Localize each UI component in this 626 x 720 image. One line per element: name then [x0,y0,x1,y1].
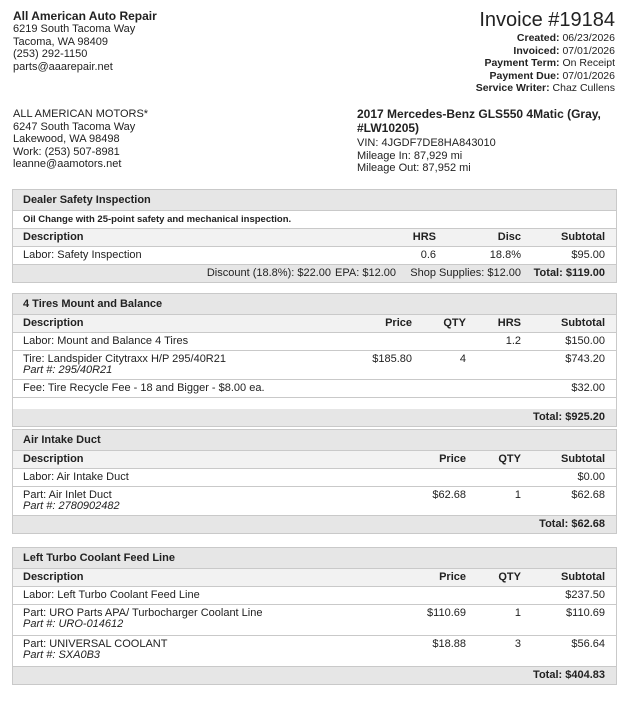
table-row [13,605,616,636]
table-header [13,569,616,587]
row-subtotal: $95.00 [571,249,605,261]
customer-info [13,108,148,171]
row-description [23,605,262,630]
section-tires-mount-balance [12,293,617,427]
part-number: Part #: URO-014612 [23,618,124,630]
col-subtotal: Subtotal [561,571,605,583]
table-row [13,247,616,265]
customer-work-phone: Work: (253) 507-8981 [13,145,120,158]
table-row [13,487,616,516]
row-subtotal: $237.50 [565,589,605,601]
meta-value: 07/01/2026 [562,69,615,82]
section-total: Total: $62.68 [539,518,605,530]
row-qty: 3 [514,638,521,650]
invoice-meta-payment-term [476,57,615,70]
vehicle-mileage-in: Mileage In: 87,929 mi [357,149,463,162]
shop-email[interactable]: parts@aaarepair.net [13,60,113,73]
section-summary [13,265,616,282]
table-row [13,351,616,380]
summary-shop-supplies: Shop Supplies: $12.00 [410,267,521,279]
section-note: Oil Change with 25-point safety and mechanical inspection. [13,211,616,229]
table-row [13,333,616,351]
shop-phone: (253) 292-1150 [13,48,88,60]
row-price: $18.88 [432,638,466,650]
row-qty: 4 [459,353,466,365]
section-air-intake-duct [12,429,617,534]
table-row [13,469,616,487]
shop-info [13,9,157,73]
part-number: Part #: SXA0B3 [23,649,101,661]
invoice-meta-invoiced [476,45,615,58]
invoice-meta-payment-due [476,70,615,83]
col-qty: QTY [498,571,521,583]
vehicle-title-line1: 2017 Mercedes-Benz GLS550 4Matic (Gray, [357,107,601,121]
row-description [23,487,120,512]
invoice-meta-service-writer [476,82,615,95]
meta-value: 06/23/2026 [562,32,615,44]
section-title: Dealer Safety Inspection [13,190,616,211]
col-subtotal: Subtotal [561,453,605,465]
col-hrs: HRS [497,317,521,329]
meta-label: Created: [516,32,560,44]
row-subtotal: $0.00 [577,471,605,483]
col-price: Price [439,571,466,583]
col-price: Price [385,317,412,329]
summary-epa: EPA: $12.00 [335,267,396,279]
vehicle-info [357,107,601,175]
col-description: Description [23,453,84,465]
section-summary [13,409,616,426]
row-qty: 1 [514,489,521,501]
meta-value: Chaz Cullens [552,82,615,94]
table-row [13,587,616,605]
row-hrs: 1.2 [505,335,521,347]
row-subtotal: $110.69 [566,607,605,619]
shop-address-line2: Tacoma, WA 98409 [13,35,108,48]
meta-value: On Receipt [562,57,615,69]
row-price: $185.80 [372,353,412,365]
col-qty: QTY [498,453,521,465]
section-title: 4 Tires Mount and Balance [13,294,616,315]
row-description: Labor: Mount and Balance 4 Tires [23,335,189,347]
col-description: Description [23,231,84,243]
vehicle-title-line2: #LW10205) [357,121,420,135]
section-title: Left Turbo Coolant Feed Line [13,548,616,569]
row-price: $62.68 [432,489,466,501]
invoice-meta-created [476,32,615,45]
col-description: Description [23,571,84,583]
row-spacer [13,398,616,409]
col-subtotal: Subtotal [561,231,605,243]
meta-label: Service Writer: [475,82,550,94]
item-name: Part: Air Inlet Duct [23,489,112,501]
col-description: Description [23,317,84,329]
meta-label: Payment Due: [489,69,560,82]
col-disc: Disc [497,231,521,243]
table-row [13,636,616,667]
row-hrs: 0.6 [420,249,436,261]
section-title: Air Intake Duct [13,430,616,451]
customer-email[interactable]: leanne@aamotors.net [13,158,122,170]
row-description [23,351,226,376]
item-name: Part: URO Parts APA/ Turbocharger Coolant Line [23,607,263,619]
item-name: Tire: Landspider Citytraxx H/P 295/40R21 [23,353,226,365]
customer-name: ALL AMERICAN MOTORS* [13,108,149,120]
section-left-turbo-coolant-feed-line [12,547,617,685]
row-subtotal: $743.20 [565,353,605,365]
col-price: Price [439,453,466,465]
meta-value: 07/01/2026 [562,44,615,57]
row-subtotal: $32.00 [571,382,605,394]
row-subtotal: $150.00 [565,335,605,347]
section-total: Total: $119.00 [533,267,605,279]
row-description: Labor: Safety Inspection [23,249,142,261]
customer-address-line2: Lakewood, WA 98498 [13,133,120,145]
section-total: Total: $404.83 [533,669,605,681]
table-header [13,229,616,247]
item-name: Part: UNIVERSAL COOLANT [23,638,168,650]
row-description: Labor: Air Intake Duct [23,471,129,483]
customer-address-line1: 6247 South Tacoma Way [13,120,136,133]
shop-name: All American Auto Repair [13,9,157,23]
invoice-header [476,8,615,95]
row-subtotal: $62.68 [571,489,605,501]
col-hrs: HRS [412,231,436,243]
row-price: $110.69 [427,607,466,619]
table-header [13,451,616,469]
row-qty: 1 [514,607,521,619]
vehicle-mileage-out: Mileage Out: 87,952 mi [357,162,471,174]
part-number: Part #: 2780902482 [23,500,120,512]
row-description: Fee: Tire Recycle Fee - 18 and Bigger - $8.00 ea. [23,382,265,394]
vehicle-vin: VIN: 4JGDF7DE8HA843010 [357,137,496,149]
section-summary [13,667,616,684]
row-description [23,636,167,661]
col-subtotal: Subtotal [561,317,605,329]
col-qty: QTY [443,317,466,329]
shop-address-line1: 6219 South Tacoma Way [13,23,136,35]
section-dealer-safety-inspection [12,189,617,283]
section-total: Total: $925.20 [533,411,605,423]
row-description: Labor: Left Turbo Coolant Feed Line [23,589,200,601]
part-number: Part #: 295/40R21 [23,364,113,376]
meta-label: Invoiced: [513,44,560,57]
table-row [13,380,616,398]
section-summary [13,516,616,533]
row-subtotal: $56.64 [571,638,605,650]
summary-discount: Discount (18.8%): $22.00 [206,267,331,279]
meta-label: Payment Term: [484,57,560,69]
invoice-title: Invoice #19184 [479,9,615,31]
row-disc: 18.8% [489,249,521,261]
table-header [13,315,616,333]
